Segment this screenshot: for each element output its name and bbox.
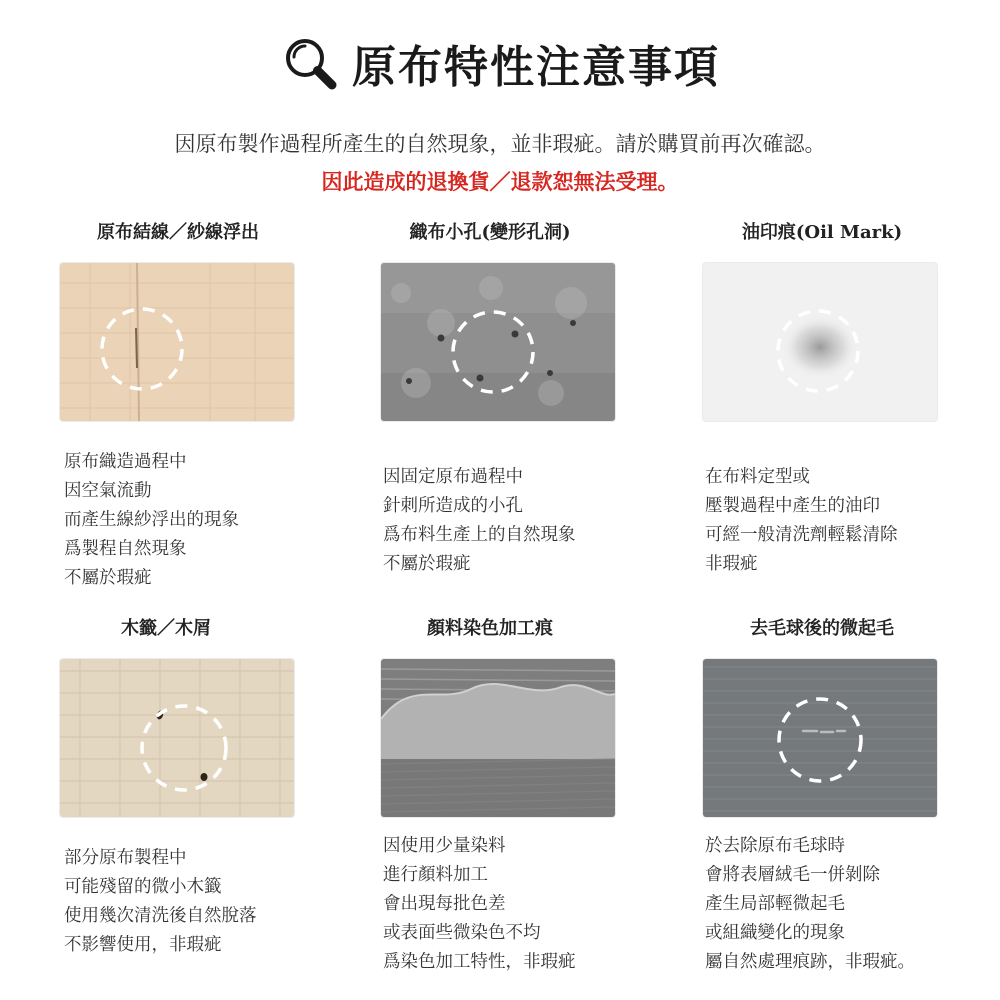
desc-line: 爲製程自然現象 [64, 539, 187, 559]
desc-line: 屬自然處理痕跡，非瑕疵。 [705, 952, 915, 972]
desc-line: 可能殘留的微小木籤 [64, 877, 222, 897]
desc-line: 產生局部輕微起毛 [705, 894, 845, 914]
card-title: 原布結線／紗線浮出 [97, 222, 259, 243]
desc-line: 使用幾次清洗後自然脫落 [64, 906, 257, 926]
card-description [64, 448, 239, 593]
card-title: 去毛球後的微起毛 [750, 618, 894, 639]
card-description [383, 832, 576, 977]
card-description [383, 463, 576, 579]
fabric-pilling-photo [703, 659, 937, 817]
desc-line: 不影響使用，非瑕疵 [64, 935, 222, 955]
page-header [0, 28, 1000, 98]
desc-line: 或表面些微染色不均 [383, 923, 541, 943]
card-loose-yarn [28, 218, 328, 598]
card-oil-mark [672, 218, 972, 598]
desc-line: 不屬於瑕疵 [64, 568, 152, 588]
card-pinholes [340, 218, 640, 598]
fabric-pinholes-photo [381, 263, 615, 421]
desc-line: 爲染色加工特性，非瑕疵 [383, 952, 576, 972]
fabric-oil-mark-photo [703, 263, 937, 421]
card-pilling [672, 614, 972, 994]
card-wood-chips [16, 614, 316, 994]
fabric-dye-marks-photo [381, 659, 615, 817]
notice-line: 因原布製作過程所產生的自然現象，並非瑕疵。請於購買前再次確認。 [174, 132, 826, 156]
desc-line: 爲布料生產上的自然現象 [383, 525, 576, 545]
desc-line: 於去除原布毛球時 [705, 836, 845, 856]
desc-line: 因空氣流動 [64, 481, 152, 501]
desc-line: 部分原布製程中 [64, 848, 187, 868]
card-title: 織布小孔(變形孔洞) [409, 222, 571, 243]
card-description [64, 844, 257, 960]
desc-line: 不屬於瑕疵 [383, 554, 471, 574]
card-title: 油印痕(Oil Mark) [741, 222, 903, 243]
card-description [705, 832, 915, 977]
card-title: 木籤／木屑 [121, 618, 211, 639]
desc-line: 因固定原布過程中 [383, 467, 523, 487]
desc-line: 可經一般清洗劑輕鬆清除 [705, 525, 898, 545]
desc-line: 非瑕疵 [705, 554, 758, 574]
desc-line: 會出現每批色差 [383, 894, 506, 914]
card-title: 顏料染色加工痕 [427, 618, 553, 639]
desc-line: 壓製過程中產生的油印 [705, 496, 880, 516]
magnifier-icon [280, 33, 340, 93]
desc-line: 原布織造過程中 [64, 452, 187, 472]
desc-line: 針刺所造成的小孔 [383, 496, 523, 516]
desc-line: 或組織變化的現象 [705, 923, 845, 943]
fabric-loose-yarn-photo [60, 263, 294, 421]
desc-line: 會將表層絨毛一併剝除 [705, 865, 880, 885]
desc-line: 因使用少量染料 [383, 836, 506, 856]
page-title: 原布特性注意事項 [352, 42, 720, 93]
desc-line: 在布料定型或 [705, 467, 810, 487]
desc-line: 進行顏料加工 [383, 865, 488, 885]
desc-line: 而產生線紗浮出的現象 [64, 510, 239, 530]
card-description [705, 463, 898, 579]
warning-line: 因此造成的退換貨／退款恕無法受理。 [321, 169, 679, 194]
card-dye-marks [340, 614, 640, 994]
fabric-wood-chips-photo [60, 659, 294, 817]
